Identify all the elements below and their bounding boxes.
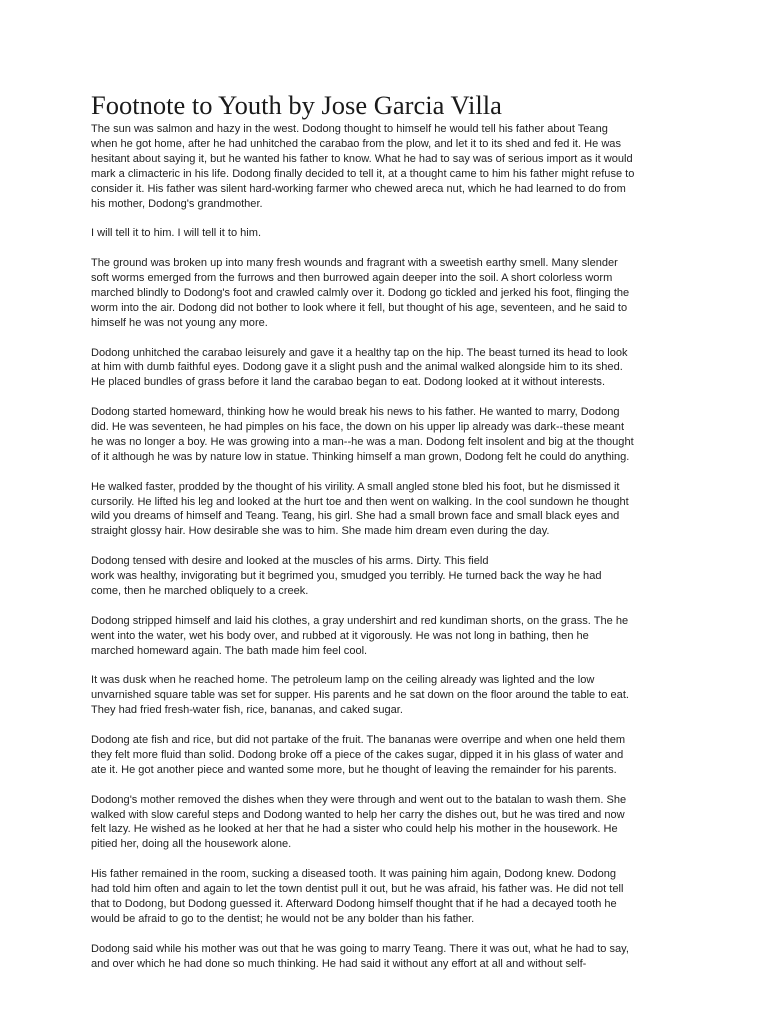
text-line: It was dusk when he reached home. The petroleum lamp on the ceiling already was lighted and the low: [91, 674, 595, 687]
paragraph: [91, 733, 681, 778]
paragraph: [91, 554, 681, 599]
text-line: I will tell it to him. I will tell it to him.: [91, 227, 262, 240]
text-line: himself he was not young any more.: [91, 316, 268, 329]
text-line: when he got home, after he had unhitched the carabao from the plow, and let it to its shed and fed it. He was: [91, 137, 621, 150]
paragraph: [91, 256, 681, 331]
text-line: walked with slow careful steps and Dodong wanted to help her carry the dishes out, but he was tired and now: [91, 808, 625, 821]
text-line: of it although he was by nature low in statue. Thinking himself a man grown, Dodong felt he could do anything.: [91, 450, 630, 463]
text-line: Dodong unhitched the carabao leisurely and gave it a healthy tap on the hip. The beast turned its head to look: [91, 346, 628, 359]
text-line: he was no longer a boy. He was growing into a man--he was a man. Dodong felt insolent and big at the thought: [91, 435, 634, 448]
text-line: He walked faster, prodded by the thought of his virility. A small angled stone bled his foot, but he dismissed it: [91, 480, 620, 493]
paragraph: [91, 346, 681, 391]
document-page: [91, 90, 681, 986]
text-line: went into the water, wet his body over, and rubbed at it vigorously. He was not long in bathing, then he: [91, 629, 589, 642]
text-line: work was healthy, invigorating but it begrimed you, smudged you terribly. He turned back the way he had: [91, 570, 602, 583]
paragraph: [91, 614, 681, 659]
paragraph: [91, 480, 681, 540]
text-line: that to Dodong, but Dodong guessed it. Afterward Dodong himself thought that if he had a decayed tooth he: [91, 897, 617, 910]
text-line: did. He was seventeen, he had pimples on his face, the down on his upper lip already was dark--these meant: [91, 421, 625, 434]
text-line: He placed bundles of grass before it land the carabao began to eat. Dodong looked at it without interests.: [91, 376, 606, 389]
paragraph: [91, 793, 681, 853]
paragraph: [91, 867, 681, 927]
text-line: consider it. His father was silent hard-working farmer who chewed areca nut, which he had learned to do from: [91, 182, 626, 195]
text-line: marched blindly to Dodong's foot and crawled calmly over it. Dodong go tickled and jerked his foot, flinging the: [91, 286, 630, 299]
text-line: Dodong said while his mother was out that he was going to marry Teang. There it was out, what he had to say,: [91, 942, 629, 955]
text-line: marched homeward again. The bath made him feel cool.: [91, 644, 368, 657]
text-line: Dodong's mother removed the dishes when they were through and went out to the batalan to wash them. She: [91, 793, 627, 806]
text-line: worm into the air. Dodong did not bother to look where it fell, but thought of his age, seventeen, and he said to: [91, 301, 628, 314]
text-line: had told him often and again to let the town dentist pull it out, but he was afraid, his father was. He did not tell: [91, 883, 624, 896]
paragraph: [91, 122, 681, 211]
text-line: Dodong tensed with desire and looked at the muscles of his arms. Dirty. This field: [91, 555, 489, 568]
document-title: Footnote to Youth by Jose Garcia Villa: [91, 90, 502, 120]
text-line: Dodong started homeward, thinking how he would break his news to his father. He wanted to marry, Dodong: [91, 406, 620, 419]
document-body: [91, 122, 681, 971]
text-line: His father remained in the room, sucking a diseased tooth. It was paining him again, Dodong knew. Dodong: [91, 868, 617, 881]
text-line: mark a climacteric in his life. Dodong finally decided to tell it, at a thought came to him his father might refuse to: [91, 167, 635, 180]
text-line: unvarnished square table was set for supper. His parents and he sat down on the floor around the table to eat.: [91, 689, 629, 702]
text-line: come, then he marched obliquely to a creek.: [91, 585, 309, 597]
text-line: his mother, Dodong's grandmother.: [91, 197, 263, 210]
text-line: cursorily. He lifted his leg and looked at the hurt toe and then went on walking. In the cool sundown he thought: [91, 495, 629, 508]
text-line: hesitant about saying it, but he wanted his father to know. What he had to say was of serious import as it would: [91, 152, 633, 165]
text-line: straight glossy hair. How desirable she was to him. She made him dream even during the day.: [91, 525, 550, 538]
text-line: The ground was broken up into many fresh wounds and fragrant with a sweetish earthy smell. Many slender: [91, 257, 618, 270]
text-line: wild you dreams of himself and Teang. Teang, his girl. She had a small brown face and small black eyes and: [91, 510, 620, 523]
text-line: The sun was salmon and hazy in the west. Dodong thought to himself he would tell his father about Teang: [91, 123, 608, 135]
text-line: felt lazy. He wished as he looked at her that he had a sister who could help his mother in the housework. He: [91, 823, 618, 836]
text-line: would be afraid to go to the dentist; he would not be any bolder than his father.: [91, 912, 475, 925]
text-line: They had fried fresh-water fish, rice, bananas, and caked sugar.: [91, 704, 403, 717]
paragraph: [91, 673, 681, 718]
text-line: pitied her, doing all the housework alone.: [91, 838, 292, 851]
text-line: soft worms emerged from the furrows and then burrowed again deeper into the soil. A short colorless worm: [91, 272, 613, 285]
text-line: Dodong ate fish and rice, but did not partake of the fruit. The bananas were overripe and when one held them: [91, 734, 626, 747]
paragraph: [91, 405, 681, 465]
text-line: they felt more fluid than solid. Dodong broke off a piece of the cakes sugar, dipped it in his glass of water and: [91, 748, 624, 761]
text-line: ate it. He got another piece and wanted some more, but he thought of leaving the remainder for his parents.: [91, 763, 617, 776]
paragraph: [91, 226, 681, 241]
text-line: and over which he had done so much thinking. He had said it without any effort at all and without self-: [91, 957, 587, 970]
text-line: at him with dumb faithful eyes. Dodong gave it a slight push and the animal walked alongside him to its shed.: [91, 361, 623, 374]
text-line: Dodong stripped himself and laid his clothes, a gray undershirt and red kundiman shorts, on the grass. The he: [91, 614, 629, 627]
paragraph: [91, 942, 681, 972]
